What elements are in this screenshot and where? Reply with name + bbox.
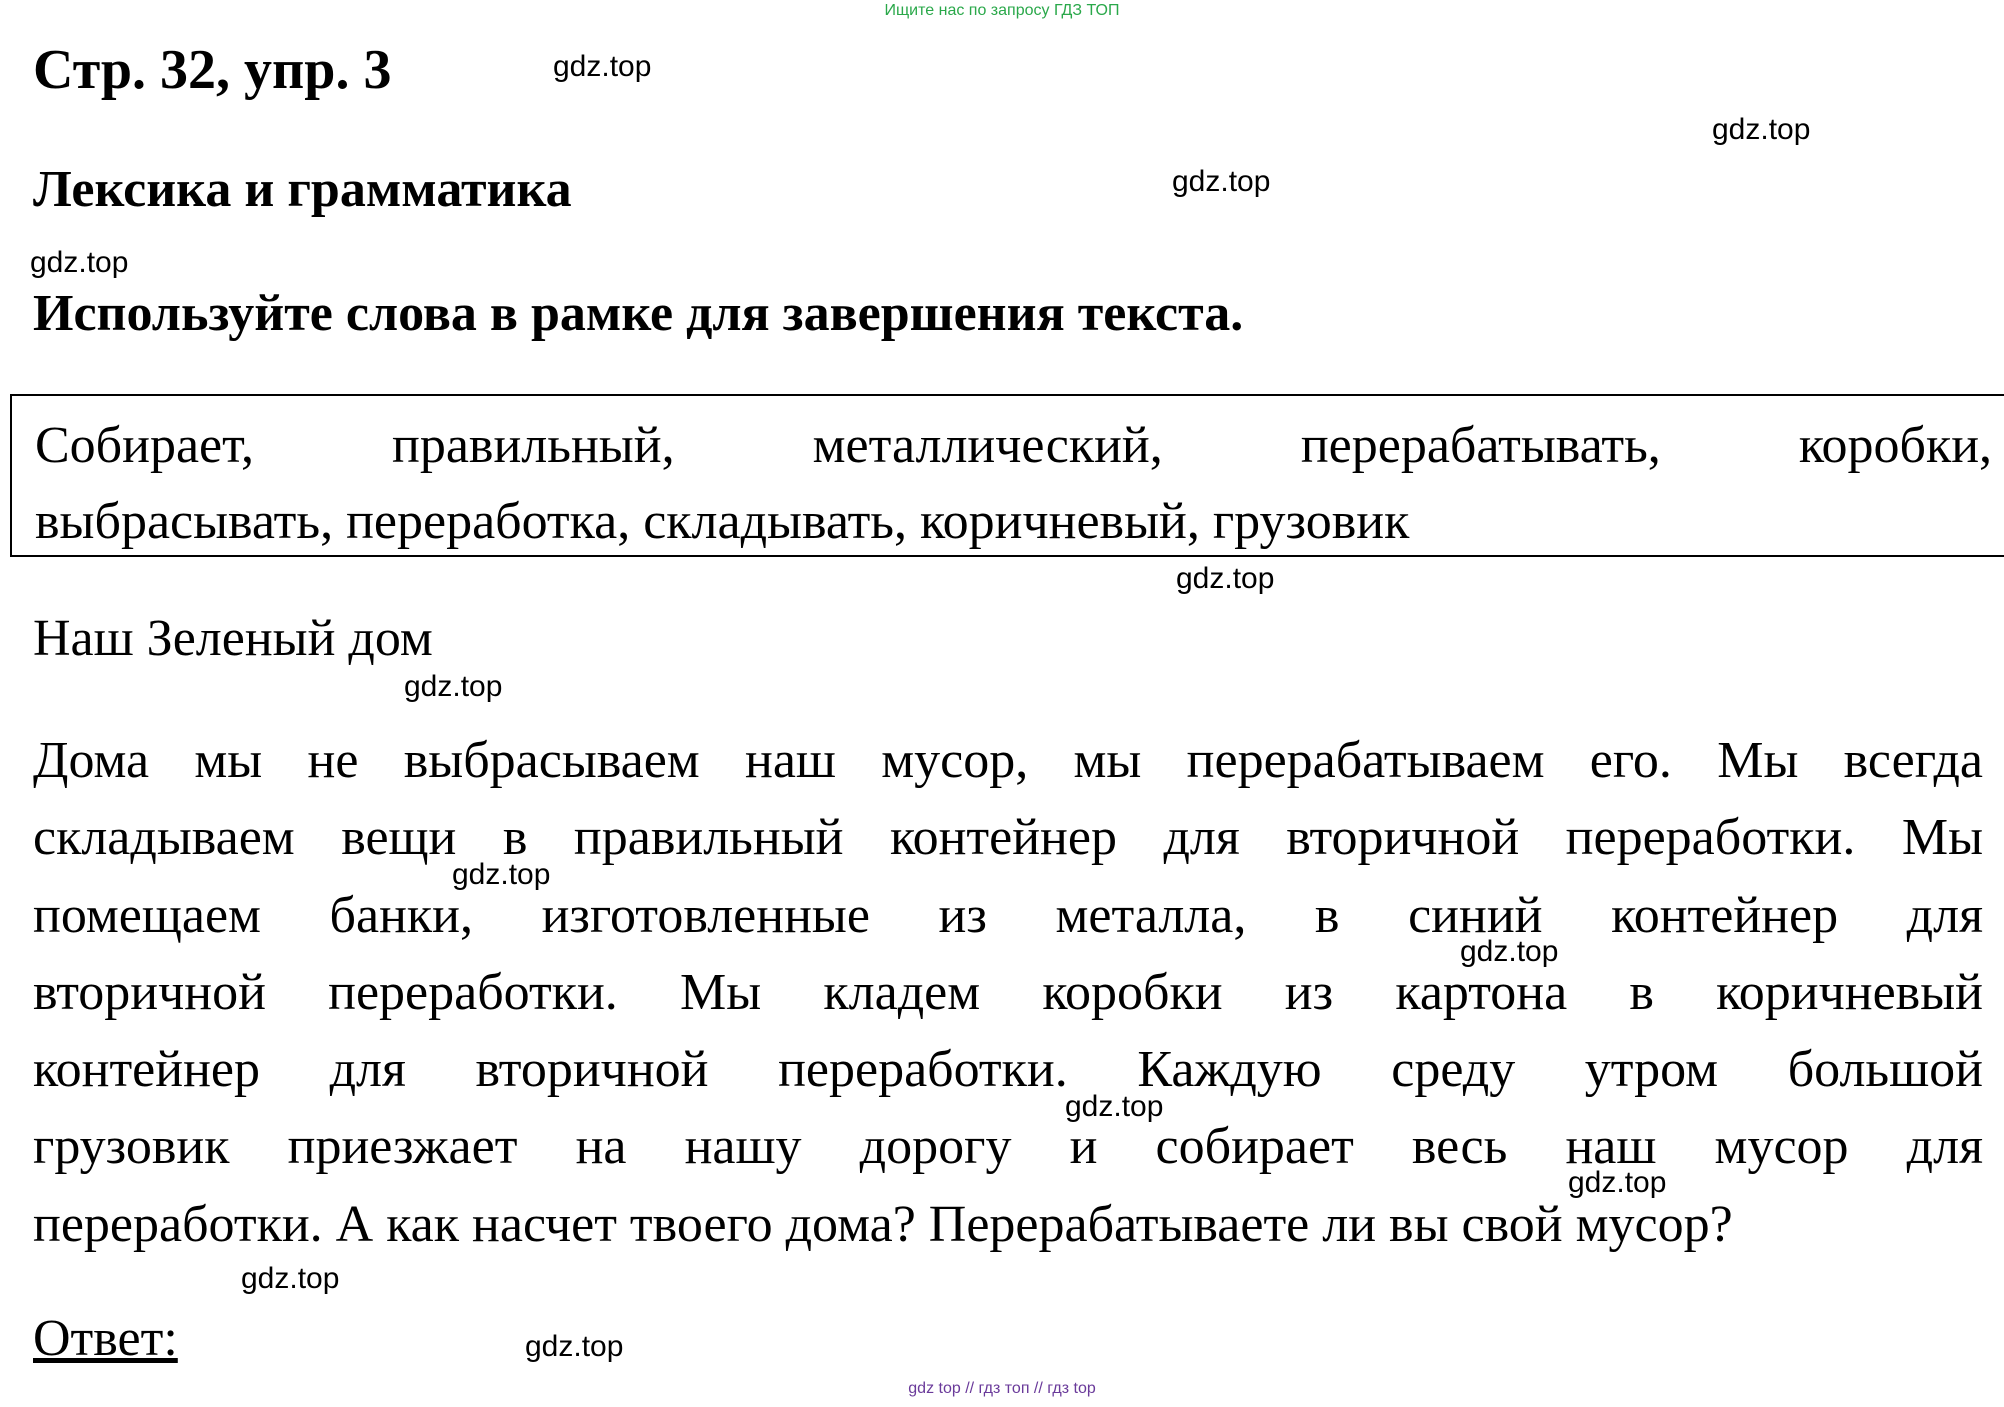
footer-links[interactable]: gdz top // гдз топ // гдз top <box>908 1380 1096 1397</box>
watermark: gdz.top <box>553 50 652 83</box>
watermark: gdz.top <box>525 1330 624 1363</box>
watermark: gdz.top <box>404 670 503 703</box>
word-box-word: коробки, <box>1798 417 1993 474</box>
word-box <box>10 394 2004 557</box>
story-line: помещаем банки, изготовленные из металла, в синий контейнер для <box>33 886 1983 944</box>
watermark: gdz.top <box>1065 1090 1164 1123</box>
story-line: складываем вещи в правильный контейнер для вторичной переработки. Мы <box>33 809 1983 867</box>
watermark: gdz.top <box>1460 935 1559 968</box>
story-line: переработки. А как насчет твоего дома? Перерабатываете ли вы свой мусор? <box>33 1195 1733 1253</box>
text-title: Наш Зеленый дом <box>33 610 433 667</box>
watermark: gdz.top <box>30 246 129 279</box>
story-line: вторичной переработки. Мы кладем коробки из картона в коричневый <box>33 963 1983 1021</box>
word-box-line-2: выбрасывать, переработка, складывать, коричневый, грузовик <box>35 493 1410 550</box>
watermark: gdz.top <box>1172 165 1271 198</box>
answer-label: Ответ: <box>33 1310 178 1367</box>
watermark: gdz.top <box>452 858 551 891</box>
word-box-word: перерабатывать, <box>1300 417 1661 474</box>
watermark: gdz.top <box>1712 113 1811 146</box>
word-box-word: металлический, <box>812 417 1163 474</box>
word-box-word: правильный, <box>392 417 675 474</box>
page-reference-heading: Стр. 32, упр. 3 <box>33 39 392 101</box>
word-box-line-1 <box>35 408 1992 484</box>
watermark: gdz.top <box>1176 562 1275 595</box>
word-box-word: Собирает, <box>35 417 254 474</box>
story-line: контейнер для вторичной переработки. Каждую среду утром большой <box>33 1041 1983 1099</box>
task-instruction: Используйте слова в рамке для завершения текста. <box>33 285 1244 342</box>
section-title: Лексика и грамматика <box>33 161 572 218</box>
top-banner[interactable]: Ищите нас по запросу ГДЗ ТОП <box>884 2 1120 19</box>
story-line: Дома мы не выбрасываем наш мусор, мы перерабатываем его. Мы всегда <box>33 732 1983 789</box>
story-line: грузовик приезжает на нашу дорогу и собирает весь наш мусор для <box>33 1118 1983 1176</box>
story-paragraph <box>33 722 1983 1263</box>
watermark: gdz.top <box>1568 1166 1667 1199</box>
watermark: gdz.top <box>241 1262 340 1295</box>
